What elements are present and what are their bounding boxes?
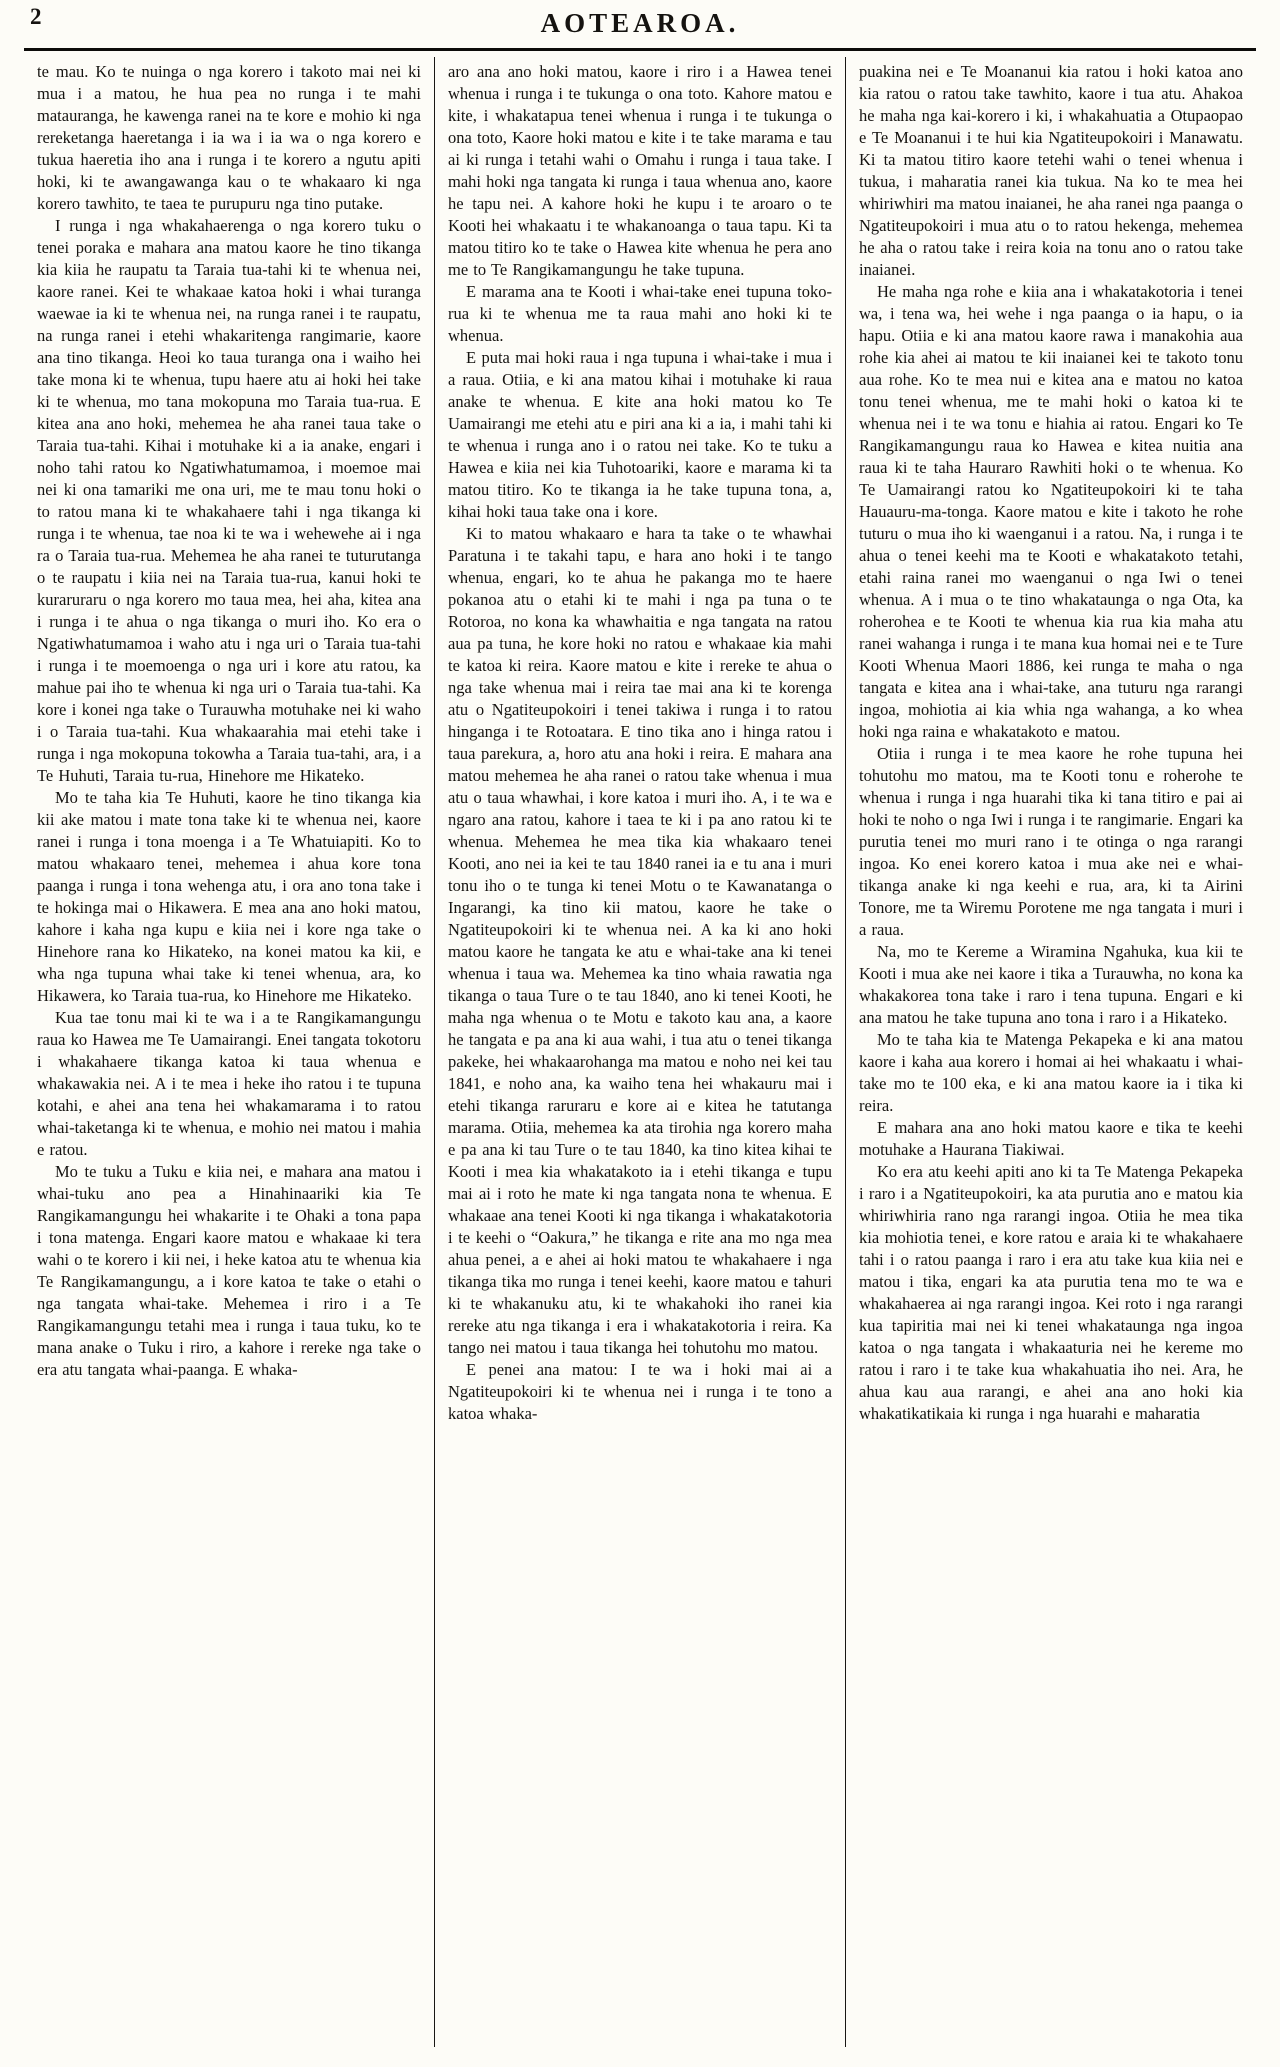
- paragraph: E penei ana matou: I te wa i hoki mai ai a Ngatiteupokoiri ki te whenua nei i runga i te tono a katoa whaka-: [448, 1360, 832, 1423]
- paragraph: Mo te tuku a Tuku e kiia nei, e mahara ana matou i whai-tuku ano pea a Hinahinaariki kia Te Rangikamangungu hei whakarite i te Ohaki a tona papa i tona matenga. Engari kaore matou e whakaae ki tera wahi o te korero i kii nei, i heke katoa atu te whenua kia Te Rangikamangungu, a i kore katoa te take o etahi o nga tangata whai-take. Mehemea i riro i a Te Rangikamangungu tetahi mea i runga i taua tuku, ko te mana anake o Tuku i riro, a kahore i rereke nga take o era atu tangata whai-paanga. E whaka-: [37, 1162, 421, 1379]
- page-header: [0, 0, 1280, 46]
- masthead-title: AOTEAROA.: [540, 8, 740, 38]
- paragraph: I runga i nga whakahaerenga o nga korero tuku o tenei poraka e mahara ana matou kaore he tino tikanga kia kiia he raupatu ta Taraia tua-tahi ki te whenua nei, kaore ranei. Kei te whakaae katoa hoki i whai turanga waewae ia ki te whenua nei, na runga ranei i te raupatu, na runga ranei i etehi whakaritenga rangimarie, kaore ana tino tikanga. Heoi ko taua turanga ona i waiho hei take mona ki te whenua, tupu haere atu ai hoki hei take ki te whenua, mo tana mokopuna mo Taraia tua-rua. E kitea ana ano hoki, mehemea he aha ranei taua take o Taraia tua-tahi. Kihai i motuhake ki a ia anake, engari i noho tahi ratou ko Ngatiwhatumamoa, i moemoe mai nei ki ona tamariki me ona uri, me te mau tonu hoki o to ratou mana ki te whakahaere tahi i nga tikanga ki runga i te whenua, tae noa ki te wa i wehewehe ai i nga ra o Taraia tua-rua. Mehemea he aha ranei te tuturutanga o te raupatu i kiia nei na Taraia tua-rua, kanui hoki te kuraruraru o nga korero mo taua mea, hei aha, kitea ana i runga i te ahua o nga tikanga o muri iho. Ko era o Ngatiwhatumamoa i waho atu i nga uri o Taraia tua-tahi i runga i te moemoenga o nga uri i kore atu ratou, ka mahue pai iho te whenua ki nga uri o Taraia tua-tahi. Ka kore i konei nga take o Turauwha motuhake nei ki waho i o Taraia tua-tahi. Kua whakaarahia mai etehi take i runga i nga mokopuna tokowha a Taraia tua-tahi, ara, i a Te Huhuti, Taraia tu-rua, Hinehore me Hikateko.: [37, 216, 421, 785]
- paragraph: Mo te taha kia Te Huhuti, kaore he tino tikanga kia kii ake matou i mate tona take ki te whenua nei, kaore ranei i runga i tona moenga i a Te Whatuiapiti. Ko to matou whakaaro tenei, mehemea i ahua kore tona paanga i runga i tona wehenga atu, i ora ano tona take i te hokinga mai o Hikawera. E mea ana ano hoki matou, kahore i kaha nga kupu e kiia nei i kore nga take o Hinehore rana ko Hikateko, na konei matou ka kii, e wha nga tupuna whai take ki tenei whenua, ara, ko Hikawera, ko Taraia tua-rua, ko Hinehore me Hikateko.: [37, 788, 421, 1005]
- paragraph: Kua tae tonu mai ki te wa i a te Rangikamangungu raua ko Hawea me Te Uamairangi. Enei tangata tokotoru i whakahaere tikanga katoa ki taua whenua e whakawakia nei. A i te mea i heke iho ratou i te tupuna kotahi, e ahei ana tena hei whakamarama i to ratou whai-taketanga ki te whenua, e mohio nei matou i mahia e ratou.: [37, 1008, 421, 1159]
- article-columns: [24, 57, 1256, 2047]
- header-rule: [24, 48, 1256, 51]
- paragraph: Mo te taha kia te Matenga Pekapeka e ki ana matou kaore i kaha aua korero i homai ai hei whakaatu i whai-take mo te 100 eka, e ki ana matou kaore ia i tika ki reira.: [859, 1030, 1243, 1115]
- paragraph: Otiia i runga i te mea kaore he rohe tupuna hei tohutohu mo matou, ma te Kooti tonu e roherohe te whenua i runga i nga huarahi tika ki tana titiro e pai ai hoki te noho o nga Iwi i runga i te rangimarie. Engari ka purutia tenei mo muri rano i te otinga o nga rarangi ingoa. Ko enei korero katoa i mua ake nei e whai-tikanga anake ki nga keehi e rua, ara, ki ta Airini Tonore, me ta Wiremu Porotene me nga tangata i muri i a raua.: [859, 744, 1243, 939]
- paragraph: He maha nga rohe e kiia ana i whakatakotoria i tenei wa, i tena wa, hei wehe i nga paanga o ia hapu, o ia hapu. Otiia e ki ana matou kaore rawa i manakohia aua rohe kia ahei ai matou te kii inaianei kei te takoto tonu aua rohe. Ko te mea nui e kitea ana e matou no katoa tonu tenei whenua, me te mahi hoki o katoa ki te whenua nei i te wa tonu e hiahia ai ratou. Engari ko Te Rangikamangungu raua ko Hawea e kitea nuitia ana raua ki te taha Hauraro Rawhiti hoki o te whenua. Ko Te Uamairangi ratou ko Ngatiteupokoiri ki te taha Hauauru-ma-tonga. Kaore matou e kite i takoto he rohe tuturu o mua iho ki waenganui i a ratou. Na, i runga i te ahua o tenei keehi ma te Kooti e whakatakoto tetahi, etahi raina ranei mo waenganui o nga Iwi o tenei whenua. A i mua o te tino whakataunga o nga Ota, ka roherohea e te Kooti te whenua kia rua kia maha atu ranei wahanga i runga i te mana kua homai nei e te Ture Kooti Whenua Maori 1886, kei runga te maha o nga tangata e kitea ana i whai-take, ana tuturu nga rarangi ingoa, mohiotia ai kia whia nga wahanga, a ko whea hoki nga raina e whakatakoto e matou.: [859, 282, 1243, 741]
- paragraph: puakina nei e Te Moananui kia ratou i hoki katoa ano kia ratou o ratou take tawhito, kaore i tua atu. Ahakoa he maha nga kai-korero i ki, i whakahuatia a Otupaopao e Te Moananui i te hui kia Ngatiteupokoiri i Manawatu. Ki ta matou titiro kaore tetehi wahi o tenei whenua i tukua, i maharatia ranei kia tukua. Na ko te mea hei whiriwhiri ma matou inaianei, he aha ranei nga paanga o Ngatiteupokoiri i mua atu o to ratou hekenga, mehemea he aha o ratou take i reira koia na tonu ano o ratou take inaianei.: [859, 62, 1243, 279]
- paragraph: E mahara ana ano hoki matou kaore e tika te keehi motuhake a Haurana Tiakiwai.: [859, 1118, 1243, 1159]
- paragraph: te mau. Ko te nuinga o nga korero i takoto mai nei ki mua i a matou, he hua pea no runga i te mahi matauranga, he kawenga ranei na te kore e mohio ki nga rereketanga haeretanga i ia wa i ia wa o nga korero e tukua haeretia iho ana i runga i te korero a ngutu apiti hoki, ki te awangawanga kau o te whakaaro ki nga korero tawhito, te taea te purupuru nga tino putake.: [37, 62, 421, 213]
- column-2: [435, 57, 845, 2047]
- paragraph: aro ana ano hoki matou, kaore i riro i a Hawea tenei whenua i runga i te tukunga o ona toto. Kahore matou e kite, i whakatapua tenei whenua i runga i te tukunga o ona toto, Kaore hoki matou e kite i te take marama e tau ai ki runga i tetahi wahi o Omahu i runga i taua take. I mahi hoki nga tangata ki runga i taua whenua ano, kaore he tapu nei. A kahore hoki he kupu i te aroaro o te Kooti hei whakaatu i te whakanoanga o taua tapu. Ki ta matou titiro ko te take o Hawea kite whenua he pera ano me to Te Rangikamangungu he take tupuna.: [448, 62, 832, 279]
- paragraph: Ki to matou whakaaro e hara ta take o te whawhai Paratuna i te takahi tapu, e hara ano hoki i te tango whenua, engari, ko te ahua he pakanga mo te haere pokanoa atu o etahi ki te mahi i nga pa tuna o te Rotoroa, no kona ka whawhaitia e nga tangata na ratou aua pa tuna, he kore hoki no ratou e whakaae kia mahi te katoa ki reira. Kaore matou e kite i rereke te ahua o nga take whenua mai i reira tae mai ana ki te korenga atu o Ngatiteupokoiri i tenei takiwa i runga i to ratou hinganga i te Rotoatara. E tino tika ano i hinga ratou i taua parekura, a, horo atu ana hoki i reira. E mahara ana matou mehemea he aha ranei o ratou take whenua i mua atu o taua whawhai, i kore katoa i muri iho. A, i te wa e ngaro ana ratou, kahore i taea te ki i pa ano ratou ki te whenua. Mehemea he mea tika kia whakaaro tenei Kooti, ano nei ia kei te tau 1840 ranei ia e tu ana i muri tonu iho o te tunga ki tenei Motu o te Kawanatanga o Ingarangi, ka tino kii matou, kaore he take o Ngatiteupokoiri ki te whenua nei. A ka ki ano hoki matou kaore he tangata ke atu e whai-take ana ki tenei whenua i taua wa. Mehemea ka tino whaia rawatia nga tikanga o taua Ture o te tau 1840, ano ki tenei Kooti, he maha nga whenua o te Motu e takoto kau ana, a kaore he tangata e pa ana ki aua wahi, i tua atu o tenei tikanga pakeke, hei whakaarohanga ma matou e noho nei kei tau 1841, e noho ana, ka waiho tena hei whakauru mai i etehi tikanga raruraru e kore ai e kitea he tatutanga marama. Otiia, mehemea ka ata tirohia nga korero maha e pa ana ki tau Ture o te tau 1840, ka tino kitea kihai te Kooti i mea kia whakatakoto ia i etehi tikanga e tupu mai ai i roto he mate ki nga tangata nona te whenua. E whakaae ana tenei Kooti ki nga tikanga i whakatakotoria i te keehi o “Oakura,” he tikanga e rite ana mo nga mea ahua penei, a e ahei ai hoki matou te whakahaere i nga tikanga tika mo runga i tenei keehi, kaore matou e tahuri ki te whakanuku atu, ki te whakahoki iho ranei kia rereke atu nga tikanga i era i whakatakotoria i reira. Ka tango nei matou i taua tikanga hei tohutohu mo matou.: [448, 524, 832, 1357]
- paragraph: E marama ana te Kooti i whai-take enei tupuna toko-rua ki te whenua me ta raua mahi ano hoki ki te whenua.: [448, 282, 832, 345]
- column-3: [846, 57, 1256, 2047]
- column-1: [24, 57, 434, 2047]
- paragraph: Ko era atu keehi apiti ano ki ta Te Matenga Pekapeka i raro i a Ngatiteupokoiri, ka ata purutia ano e matou kia whiriwhiria rano nga rarangi ingoa. Otiia he mea tika kia mohiotia tenei, e kore ratou e araia ki te whakahaere tahi i o ratou paanga i raro i era atu take kua kiia nei e matou i tika, engari ka ata purutia tena mo te wa e whakahaerea ai nga rarangi ingoa. Kei roto i nga rarangi kua tapiritia mai nei ki tenei whakataunga nga ingoa katoa o nga tangata i whakaaturia nei he kereme mo ratou i raro i te take kua whakahuatia iho nei. Ara, he ahua kau aua rarangi, e ahei ana ano hoki kia whakatikatikaia ki runga i nga huarahi e maharatia: [859, 1162, 1243, 1423]
- paragraph: E puta mai hoki raua i nga tupuna i whai-take i mua i a raua. Otiia, e ki ana matou kihai i motuhake ki raua anake te whenua. E kite ana hoki matou ko Te Uamairangi me etehi atu e piri ana ki a ia, i mahi tahi ki te whenua i runga ano i o ratou nei take. Ko te tuku a Hawea e kiia nei kia Tuhotoariki, kaore e marama ki ta matou titiro. Ko te tikanga ia he take tupuna tona, a, kihai hoki taua take ona i kore.: [448, 348, 832, 521]
- paragraph: Na, mo te Kereme a Wiramina Ngahuka, kua kii te Kooti i mua ake nei kaore i tika a Turauwha, no kona ka whakakorea tona take i raro i tena tupuna. Engari e ki ana matou he take tupuna ano tona i raro i a Hikateko.: [859, 942, 1243, 1027]
- page-number: 2: [30, 4, 42, 29]
